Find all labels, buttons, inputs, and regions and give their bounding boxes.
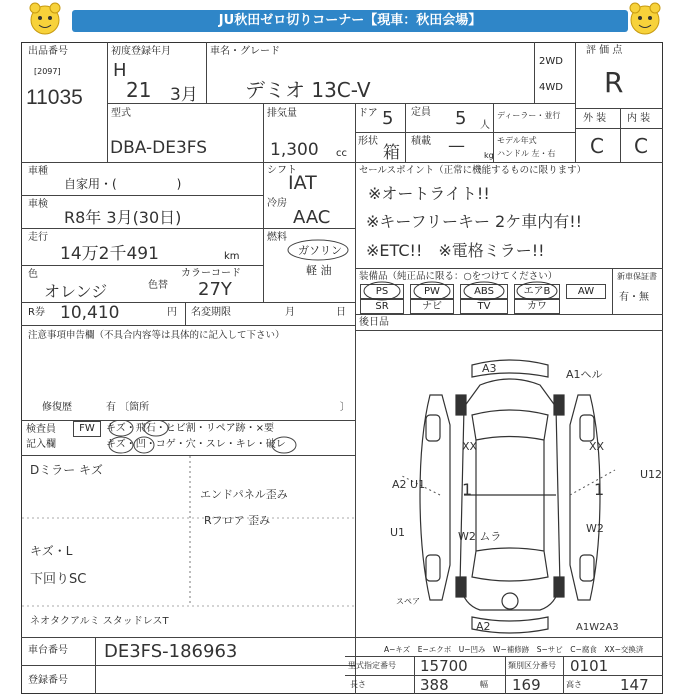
model-year-label: モデル年式 bbox=[497, 136, 537, 145]
yen-unit: 円 bbox=[167, 307, 177, 318]
diag-a1w2a3: A1W2A3 bbox=[576, 622, 619, 633]
divider bbox=[575, 128, 663, 129]
sales-point-1: ※オートライト!! bbox=[368, 184, 490, 203]
model-label: 型式 bbox=[111, 108, 131, 119]
fuel-alt: 軽 油 bbox=[306, 264, 332, 277]
notes-label: 注意事項申告欄（不具合内容等は具体的に記入して下さい） bbox=[28, 330, 285, 341]
divider bbox=[21, 665, 355, 666]
equip-ps: PS bbox=[360, 284, 404, 299]
equip-airbag: エアB bbox=[514, 284, 560, 299]
color-code-label: カラーコード bbox=[181, 268, 241, 279]
model-value: DBA-DE3FS bbox=[110, 138, 208, 158]
persons-unit: 人 bbox=[480, 120, 490, 131]
fw-box bbox=[73, 421, 101, 437]
diag-one-left: 1 bbox=[462, 480, 473, 499]
note-rear-floor: Rフロア 歪み bbox=[204, 514, 271, 527]
chassis-label: 車台番号 bbox=[28, 645, 68, 656]
inspector-label: 検査員 bbox=[26, 424, 56, 435]
recycle-label: R券 bbox=[28, 307, 45, 318]
divider bbox=[263, 103, 264, 162]
exterior-value: C bbox=[590, 134, 604, 158]
drive-4wd: 4WD bbox=[539, 82, 563, 93]
car-damage-diagram bbox=[360, 355, 663, 635]
note-underbody: 下回りSC bbox=[30, 572, 87, 587]
reg-number-label: 登録番号 bbox=[28, 675, 68, 686]
exterior-label: 外 装 bbox=[583, 113, 607, 124]
reg-month: 3月 bbox=[170, 85, 198, 105]
diag-a2: A2 bbox=[476, 620, 491, 633]
km-unit: km bbox=[224, 251, 240, 262]
diag-w2-right: W2 bbox=[586, 522, 604, 535]
mascot-icon bbox=[628, 2, 662, 36]
divider bbox=[355, 268, 663, 269]
body-value: 箱 bbox=[383, 143, 400, 163]
diag-xx-right: XX bbox=[589, 440, 605, 453]
diag-a2u1: A2 U1 bbox=[392, 478, 426, 491]
usage-value: 自家用・( ) bbox=[64, 177, 182, 191]
sales-point-2: ※キーフリーキー 2ケ車内有!! bbox=[366, 212, 583, 231]
handle-label: ハンドル 左・右 bbox=[497, 149, 556, 158]
equip-pw: PW bbox=[410, 284, 454, 299]
divider bbox=[206, 42, 207, 103]
interior-label: 内 装 bbox=[627, 113, 651, 124]
divider bbox=[107, 42, 108, 162]
color-code-value: 27Y bbox=[198, 279, 232, 300]
sales-label: セールスポイント（正常に機能するものに限ります） bbox=[359, 165, 587, 176]
divider bbox=[355, 314, 663, 315]
load-value: — bbox=[448, 136, 465, 156]
diag-u12: U12 bbox=[640, 468, 663, 481]
fuel-value: ガソリン bbox=[298, 244, 342, 257]
lot-label: 出品番号 bbox=[28, 46, 68, 57]
sales-point-3: ※ETC!! ※電格ミラー!! bbox=[366, 241, 545, 260]
divider bbox=[185, 302, 186, 325]
divider bbox=[21, 228, 355, 229]
repair-close: 〕 bbox=[340, 402, 350, 413]
marks-row2: キズ・凹・コゲ・穴・スレ・キレ・破レ bbox=[106, 439, 286, 450]
mileage-label: 走行 bbox=[28, 232, 48, 243]
inspection-label: 車検 bbox=[28, 199, 48, 210]
fuel-label: 燃料 bbox=[267, 232, 287, 243]
repair-label: 修復歴 bbox=[42, 402, 72, 413]
name-change-label: 名変期限 bbox=[191, 307, 231, 318]
car-name-label: 車名・グレード bbox=[210, 46, 280, 57]
divider bbox=[612, 268, 613, 314]
divider bbox=[21, 325, 355, 326]
chassis-value: DE3FS-186963 bbox=[104, 641, 238, 662]
equip-circles bbox=[358, 280, 568, 302]
mileage-value: 14万2千491 bbox=[60, 244, 159, 264]
inspection-value: R8年 3月(30日) bbox=[64, 208, 182, 227]
divider bbox=[414, 656, 415, 694]
length-label: 長さ bbox=[350, 680, 366, 689]
marks-row1: キズ・飛石・ヒビ割・リペア跡・×要 bbox=[106, 423, 274, 434]
width-value: 169 bbox=[512, 676, 541, 694]
displacement-label: 排気量 bbox=[267, 108, 297, 119]
warranty-value: 有・無 bbox=[619, 292, 649, 303]
damage-legend: A−キズ E−エクボ U−凹み W−補修跡 S−サビ C−腐食 XX−交換済 bbox=[384, 645, 644, 654]
note-end-panel: エンドパネル歪み bbox=[200, 488, 288, 501]
divider bbox=[21, 162, 663, 163]
divider bbox=[355, 132, 575, 133]
reg-year: 21 bbox=[126, 78, 152, 102]
divider bbox=[534, 42, 535, 103]
class-value: 0101 bbox=[570, 657, 609, 675]
color-change-label: 色替 bbox=[148, 280, 168, 291]
class-label: 類別区分番号 bbox=[508, 661, 556, 670]
drive-2wd: 2WD bbox=[539, 56, 563, 67]
divider bbox=[263, 162, 264, 302]
type-cert-value: 15700 bbox=[420, 657, 468, 675]
warranty-label: 新車保証書 bbox=[617, 272, 657, 281]
capacity-label: 定員 bbox=[411, 107, 431, 118]
diag-spare: スペア bbox=[396, 597, 420, 606]
diag-a3: A3 bbox=[482, 362, 497, 375]
fuel-circle-icon bbox=[286, 238, 350, 262]
body-label: 形状 bbox=[358, 136, 378, 147]
divider bbox=[21, 637, 663, 638]
cc-unit: cc bbox=[336, 148, 347, 159]
divider bbox=[575, 108, 663, 109]
shift-label: シフト bbox=[267, 165, 297, 176]
ac-label: 冷房 bbox=[267, 198, 287, 209]
height-value: 147 bbox=[620, 676, 649, 694]
day-label: 日 bbox=[336, 307, 346, 318]
ac-value: AAC bbox=[293, 207, 331, 228]
equip-aw: AW bbox=[566, 284, 606, 299]
fw-label: FW bbox=[79, 423, 95, 434]
shift-value: IAT bbox=[288, 172, 317, 194]
equip-tv: TV bbox=[460, 299, 508, 314]
interior-value: C bbox=[634, 134, 648, 158]
doors-value: 5 bbox=[382, 108, 394, 129]
diag-w2: W2 ムラ bbox=[458, 530, 502, 543]
note-wheels: ネオタクアルミ スタッドレスT bbox=[30, 616, 169, 627]
color-value: オレンジ bbox=[44, 282, 108, 301]
header-title: JU秋田ゼロ切りコーナー【現車：秋田会場】 bbox=[72, 10, 628, 32]
divider bbox=[505, 656, 506, 694]
reg-era: H bbox=[113, 60, 127, 81]
height-label: 高さ bbox=[566, 680, 582, 689]
lot-small: [2097] bbox=[34, 67, 61, 76]
score-label: 評 価 点 bbox=[586, 45, 623, 56]
doors-label: ドア bbox=[358, 108, 378, 119]
capacity-value: 5 bbox=[455, 108, 467, 129]
diag-xx-left: XX bbox=[462, 440, 478, 453]
equip-sr: SR bbox=[360, 299, 404, 314]
diag-one-right: 1 bbox=[594, 480, 605, 499]
header bbox=[0, 0, 700, 38]
divider bbox=[21, 195, 263, 196]
note-scratch: キズ・L bbox=[30, 544, 73, 558]
repair-value: 有 〔箇所 bbox=[106, 402, 150, 413]
note-mirror: Dミラー キズ bbox=[30, 463, 103, 477]
divider bbox=[563, 656, 564, 694]
car-name: デミオ 13C-V bbox=[245, 78, 371, 102]
diag-a1: A1ヘル bbox=[566, 368, 603, 381]
divider bbox=[575, 42, 576, 162]
record-label: 記入欄 bbox=[26, 439, 56, 450]
divider bbox=[355, 330, 663, 331]
usage-label: 車種 bbox=[28, 166, 48, 177]
reg-year-label: 初度登録年月 bbox=[111, 46, 171, 57]
divider bbox=[345, 675, 663, 676]
divider bbox=[620, 108, 621, 162]
lot-number: 11035 bbox=[26, 86, 83, 109]
equip-leather: カワ bbox=[514, 299, 560, 314]
divider bbox=[345, 656, 663, 657]
marks-circles bbox=[104, 420, 354, 454]
month-label: 月 bbox=[285, 307, 295, 318]
load-label: 積載 bbox=[411, 136, 431, 147]
equipment-label: 装備品（純正品に限る：○をつけてください） bbox=[359, 271, 558, 282]
kg-unit: kg bbox=[484, 151, 494, 160]
length-value: 388 bbox=[420, 676, 449, 694]
width-label: 幅 bbox=[480, 680, 488, 689]
score-value: R bbox=[604, 66, 624, 99]
diag-u1: U1 bbox=[390, 526, 406, 539]
type-cert-label: 型式指定番号 bbox=[348, 661, 396, 670]
divider bbox=[95, 637, 96, 694]
rear-items-label: 後日品 bbox=[359, 317, 389, 328]
notes-guides bbox=[22, 456, 356, 636]
color-label: 色 bbox=[28, 269, 38, 280]
mascot-icon bbox=[28, 2, 62, 36]
equip-navi: ナビ bbox=[410, 299, 454, 314]
divider bbox=[21, 265, 263, 266]
dealer-label: ディーラー・並行 bbox=[497, 111, 561, 120]
recycle-value: 10,410 bbox=[60, 303, 120, 323]
displacement-value: 1,300 bbox=[270, 140, 319, 160]
equip-abs: ABS bbox=[460, 284, 508, 299]
